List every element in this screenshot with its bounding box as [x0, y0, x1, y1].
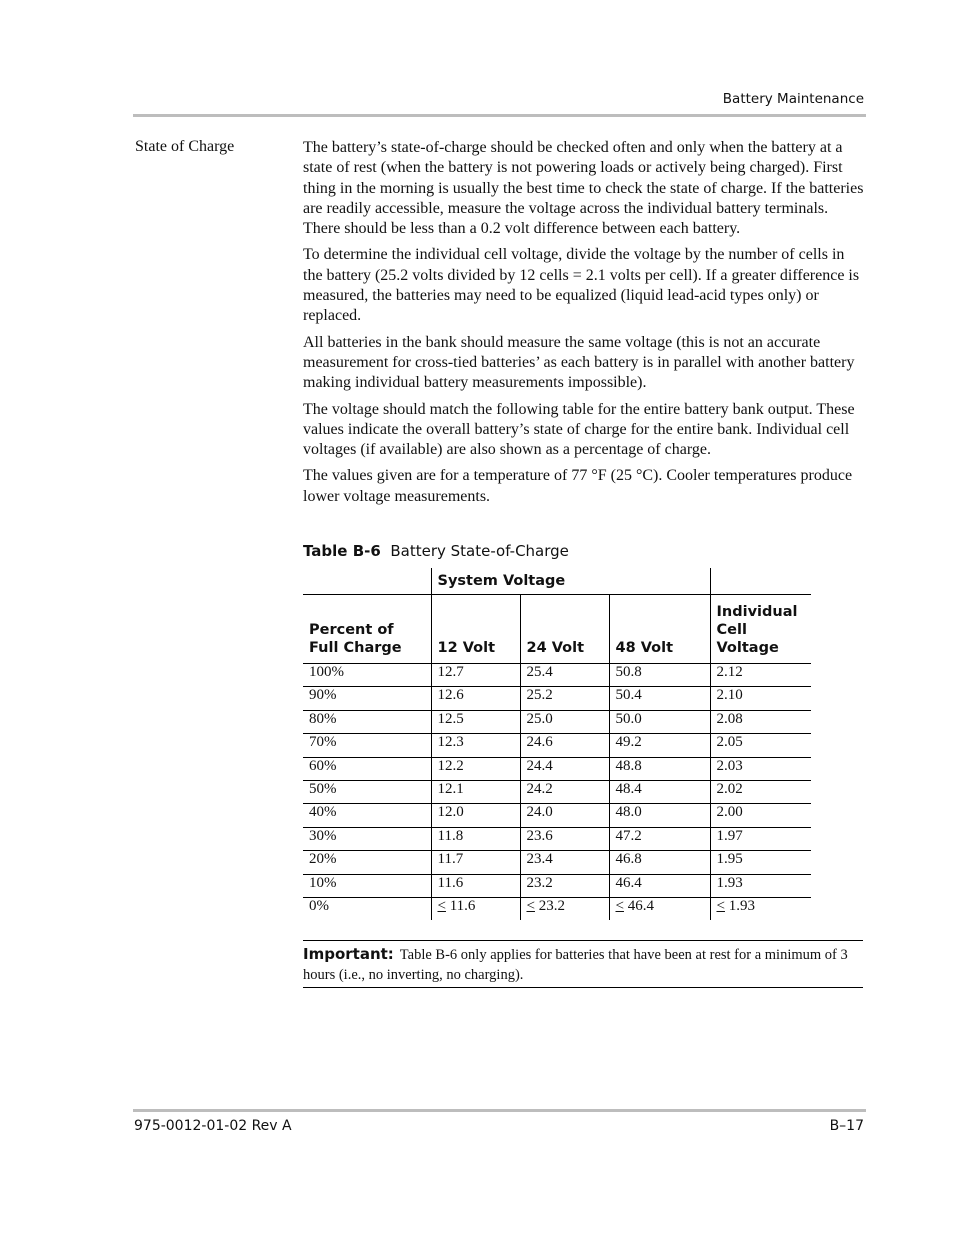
cell-individual: 2.00 [710, 804, 811, 827]
cell-12v: 11.7 [431, 851, 520, 874]
header-rule [133, 114, 866, 117]
cell-individual: 1.97 [710, 827, 811, 850]
cell-12v: 12.1 [431, 780, 520, 803]
cell-12v: 12.2 [431, 757, 520, 780]
table-row [303, 827, 811, 850]
column-header-percent: Percent of Full Charge [303, 595, 431, 664]
less-or-equal-symbol: < [526, 897, 535, 914]
header-spacer [710, 568, 811, 595]
cell-24v: 23.6 [520, 827, 609, 850]
cell-individual: 2.05 [710, 734, 811, 757]
cell-individual: 2.10 [710, 687, 811, 710]
paragraph: The battery’s state-of-charge should be checked often and only when the battery at a state of rest (when the battery is not powering loads or actively being charged). First thing in the morning is usually the best time to check the state of charge. If the batteries are readily accessible, measure the voltage across the individual battery terminals. There should be less than a 0.2 volt difference between each battery. [303, 139, 864, 238]
cell-individual: 2.02 [710, 780, 811, 803]
table-row [303, 804, 811, 827]
cell-24v: 25.4 [520, 664, 609, 687]
body-text [303, 138, 865, 513]
table-row [303, 874, 811, 897]
cell-individual: 1.95 [710, 851, 811, 874]
table-row [303, 757, 811, 780]
cell-percent: 50% [303, 780, 431, 803]
cell-24v: 24.4 [520, 757, 609, 780]
table-row [303, 687, 811, 710]
cell-value: 23.2 [538, 897, 565, 914]
column-header-cell: Individual Cell Voltage [710, 595, 811, 664]
cell-12v: 12.5 [431, 710, 520, 733]
group-header-system-voltage: System Voltage [431, 568, 710, 595]
table-row [303, 664, 811, 687]
important-text: Table B-6 only applies for batteries that have been at rest for a minimum of 3 hours (i.e., no inverting, no charging). [303, 947, 848, 983]
cell-individual: 1.93 [710, 874, 811, 897]
cell-48v: 46.8 [609, 851, 710, 874]
less-or-equal-symbol: < [437, 897, 446, 914]
cell-48v: 48.8 [609, 757, 710, 780]
table-caption [303, 542, 569, 560]
cell-24v: 24.6 [520, 734, 609, 757]
cell-48v: 46.4 [609, 874, 710, 897]
less-or-equal-symbol: < [716, 897, 725, 914]
cell-24v: 23.2 [520, 874, 609, 897]
paragraph: The voltage should match the following table for the entire battery bank output. These values indicate the overall battery’s state of charge for the entire bank. Individual cell voltages (if available) are also shown as a percentage of charge. [303, 400, 855, 459]
cell-48v [609, 897, 710, 920]
cell-24v [520, 897, 609, 920]
cell-24v: 24.2 [520, 780, 609, 803]
cell-percent: 0% [309, 897, 329, 914]
table-caption-number: Table B-6 [303, 542, 381, 560]
cell-percent: 10% [303, 874, 431, 897]
cell-48v: 50.4 [609, 687, 710, 710]
less-or-equal-symbol: < [615, 897, 624, 914]
running-header: Battery Maintenance [722, 91, 864, 107]
cell-percent: 30% [303, 827, 431, 850]
cell-12v: 12.7 [431, 664, 520, 687]
cell-24v: 25.0 [520, 710, 609, 733]
cell-individual [710, 897, 811, 920]
state-of-charge-table [303, 568, 811, 920]
cell-value: 46.4 [627, 897, 654, 914]
paragraph: To determine the individual cell voltage, divide the voltage by the number of cells in the battery (25.2 volts divided by 12 cells = 2.1 volts per cell). If a greater difference is measured, the batteries may need to be equalized (liquid lead-acid types only) or replaced. [303, 246, 860, 325]
cell-percent: 60% [303, 757, 431, 780]
column-header-48v: 48 Volt [609, 595, 710, 664]
header-spacer [303, 568, 431, 595]
cell-12v: 11.6 [431, 874, 520, 897]
cell-percent: 70% [303, 734, 431, 757]
section-heading: State of Charge [135, 138, 235, 155]
cell-48v: 48.0 [609, 804, 710, 827]
important-note [303, 940, 863, 988]
cell-48v: 50.0 [609, 710, 710, 733]
cell-48v: 47.2 [609, 827, 710, 850]
table-row [303, 710, 811, 733]
cell-12v: 12.3 [431, 734, 520, 757]
cell-individual: 2.03 [710, 757, 811, 780]
cell-percent: 80% [303, 710, 431, 733]
cell-value: 1.93 [728, 897, 755, 914]
cell-individual: 2.12 [710, 664, 811, 687]
table-row [303, 734, 811, 757]
cell-48v: 49.2 [609, 734, 710, 757]
cell-percent: 100% [303, 664, 431, 687]
cell-percent: 90% [303, 687, 431, 710]
column-header-12v: 12 Volt [431, 595, 520, 664]
cell-individual: 2.08 [710, 710, 811, 733]
cell-12v: 11.8 [431, 827, 520, 850]
table-row [303, 780, 811, 803]
cell-24v: 24.0 [520, 804, 609, 827]
cell-value: 11.6 [449, 897, 476, 914]
page-number: B–17 [829, 1118, 864, 1134]
cell-12v: 12.0 [431, 804, 520, 827]
cell-48v: 50.8 [609, 664, 710, 687]
paragraph: All batteries in the bank should measure the same voltage (this is not an accurate measurement for cross-tied batteries’ as each battery is in parallel with another battery making individual battery measurements impossible). [303, 333, 855, 392]
cell-percent: 20% [303, 851, 431, 874]
table-row [303, 897, 811, 920]
document-number: 975-0012-01-02 Rev A [134, 1118, 292, 1134]
paragraph: The values given are for a temperature of 77 °F (25 °C). Cooler temperatures produce lower voltage measurements. [303, 467, 853, 505]
table-row [303, 851, 811, 874]
footer-rule [133, 1109, 866, 1112]
cell-48v: 48.4 [609, 780, 710, 803]
cell-24v: 23.4 [520, 851, 609, 874]
table-caption-title: Battery State-of-Charge [390, 542, 569, 560]
column-header-24v: 24 Volt [520, 595, 609, 664]
cell-percent: 40% [303, 804, 431, 827]
important-label: Important: [303, 945, 394, 963]
cell-12v: 12.6 [431, 687, 520, 710]
cell-12v [431, 897, 520, 920]
cell-24v: 25.2 [520, 687, 609, 710]
